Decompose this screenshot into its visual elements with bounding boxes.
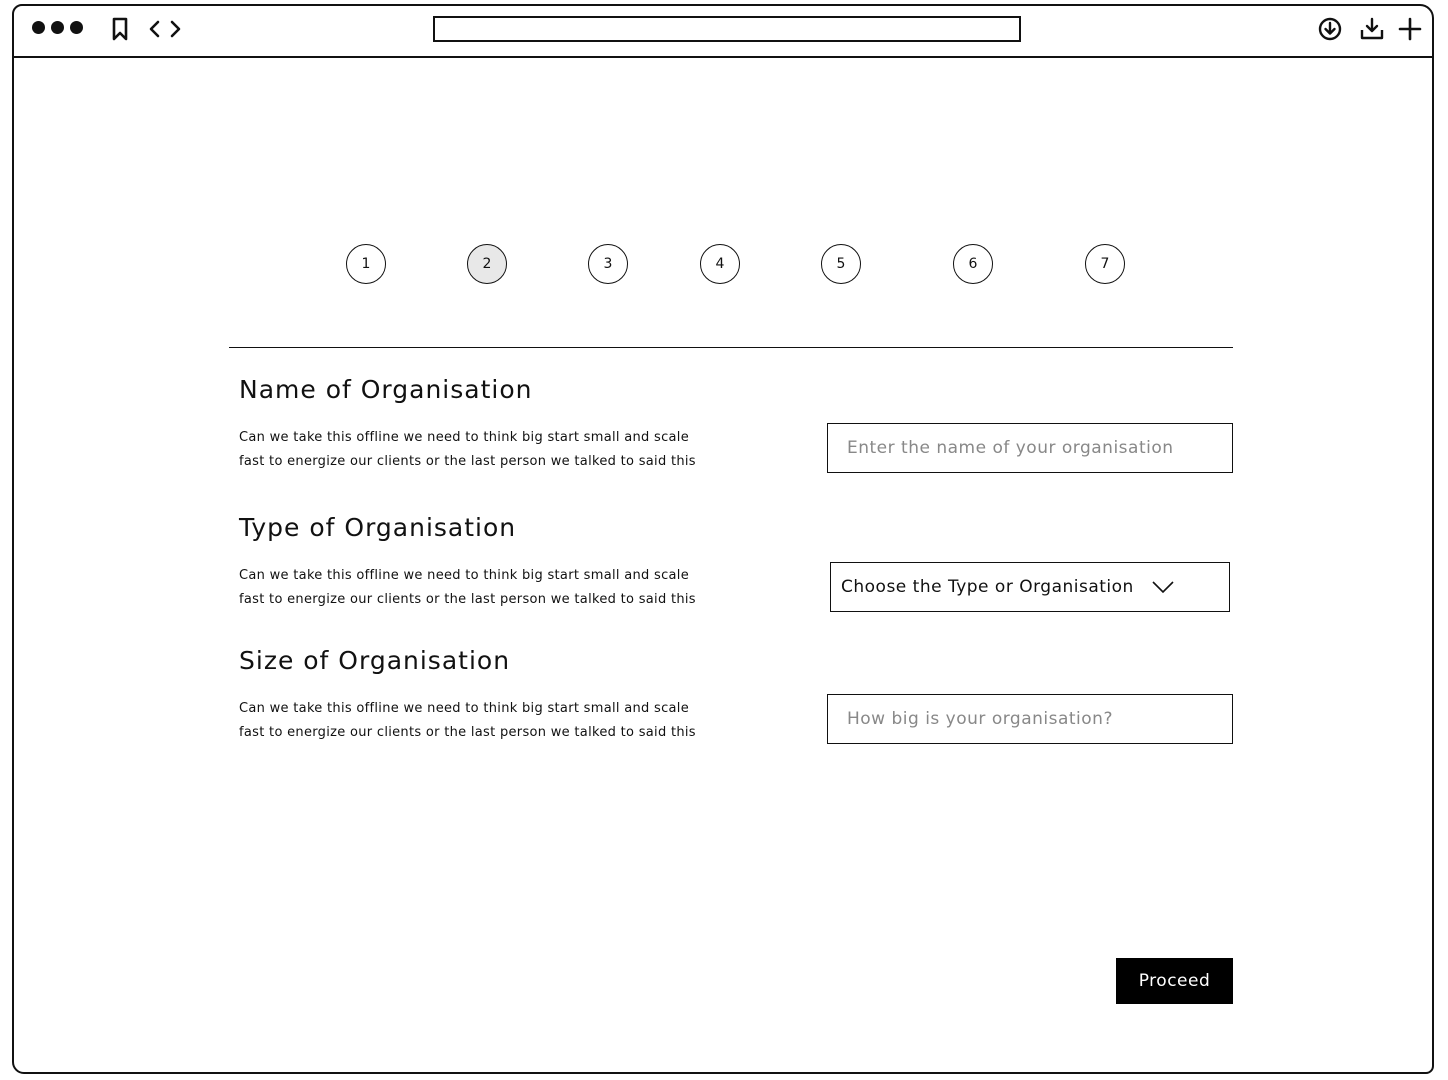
bookmark-icon[interactable] — [107, 16, 133, 42]
section-divider — [229, 347, 1233, 348]
step-3[interactable]: 3 — [588, 244, 628, 284]
type-section-title: Type of Organisation — [239, 513, 517, 542]
type-desc-line-2: fast to energize our clients or the last person we talked to said this — [239, 592, 696, 607]
size-desc-line-2: fast to energize our clients or the last person we talked to said this — [239, 725, 696, 740]
browser-window — [12, 4, 1434, 1074]
organisation-type-select[interactable] — [830, 562, 1230, 612]
organisation-size-input[interactable] — [827, 694, 1233, 744]
step-6[interactable]: 6 — [953, 244, 993, 284]
download-tray-icon[interactable] — [1359, 16, 1385, 42]
organisation-type-selected: Choose the Type or Organisation — [841, 577, 1134, 597]
progress-stepper — [0, 244, 1448, 284]
size-section-description — [239, 697, 709, 745]
download-circle-icon[interactable] — [1317, 16, 1343, 42]
forward-arrow-icon[interactable] — [162, 16, 188, 42]
name-desc-line-2: fast to energize our clients or the last person we talked to said this — [239, 454, 696, 469]
step-5[interactable]: 5 — [821, 244, 861, 284]
name-desc-line-1: Can we take this offline we need to think big start small and scale — [239, 430, 690, 445]
dots-menu-icon[interactable] — [32, 21, 83, 34]
name-section-title: Name of Organisation — [239, 375, 533, 404]
chevron-down-icon — [1152, 580, 1174, 594]
step-2[interactable]: 2 — [467, 244, 507, 284]
step-7[interactable]: 7 — [1085, 244, 1125, 284]
size-section-title: Size of Organisation — [239, 646, 511, 675]
step-4[interactable]: 4 — [700, 244, 740, 284]
name-section-description — [239, 426, 709, 474]
step-1[interactable]: 1 — [346, 244, 386, 284]
organisation-name-input[interactable] — [827, 423, 1233, 473]
type-desc-line-1: Can we take this offline we need to think big start small and scale — [239, 568, 690, 583]
size-desc-line-1: Can we take this offline we need to think big start small and scale — [239, 701, 690, 716]
browser-toolbar — [14, 6, 1432, 58]
proceed-button[interactable]: Proceed — [1116, 958, 1233, 1004]
address-bar[interactable] — [433, 16, 1021, 42]
type-section-description — [239, 564, 709, 612]
plus-icon[interactable] — [1397, 16, 1423, 42]
